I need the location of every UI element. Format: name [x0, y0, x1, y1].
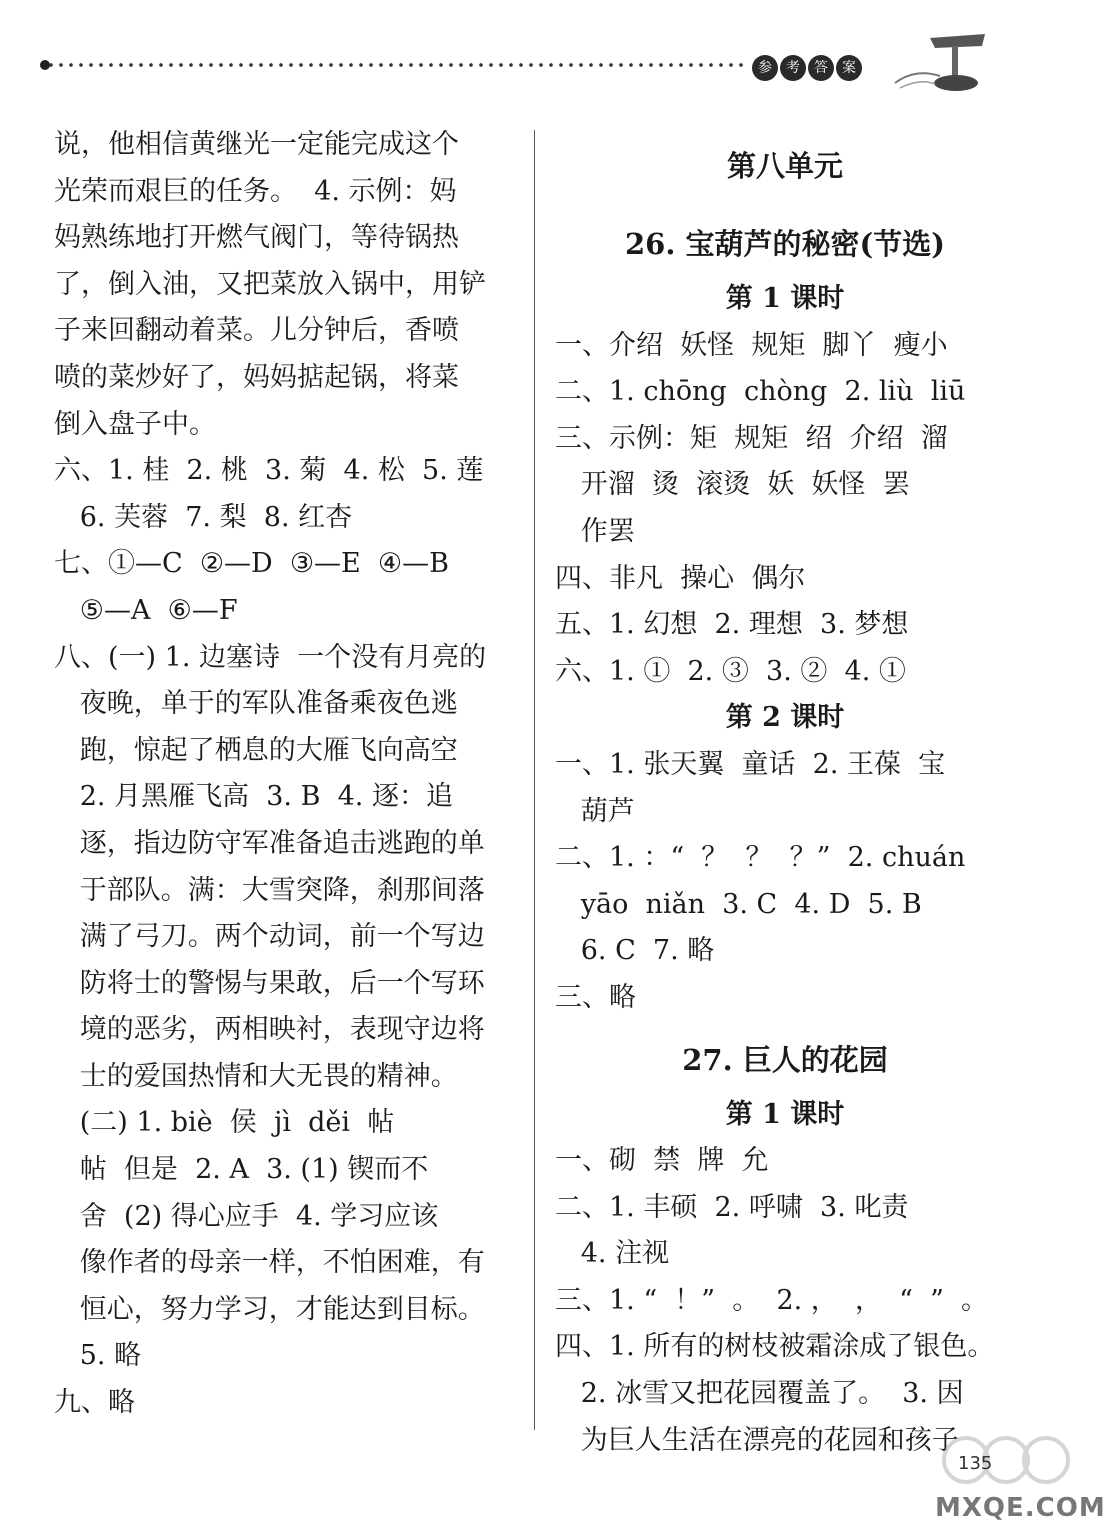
lesson-26-period-1: 第 1 课时: [725, 283, 845, 314]
right-column: [555, 122, 1015, 1464]
desk-lamp-icon: [890, 28, 1000, 98]
l27p1-line: 四、1. 所有的树枝被霜涂成了银色。: [555, 1331, 995, 1363]
badge-3: 答: [808, 55, 834, 81]
l26p2-line: 三、略: [555, 981, 636, 1013]
lesson-26-period-1-answers: [555, 323, 1015, 696]
left-line: 跑，惊起了栖息的大雁飞向高空: [54, 734, 458, 766]
l27p1-line: 一、砌 禁 牌 允: [555, 1145, 769, 1177]
left-line: 恒心，努力学习，才能达到目标。: [54, 1293, 485, 1325]
l27p1-line: 2. 冰雪又把花园覆盖了。 3. 因: [555, 1378, 964, 1410]
left-line: 士的爱国热情和大无畏的精神。: [54, 1060, 458, 1092]
left-line: 八、(一) 1. 边塞诗 一个没有月亮的: [54, 641, 487, 673]
page-number: 135: [958, 1453, 993, 1474]
l26p1-line: 二、1. chōng chòng 2. liù liū: [555, 376, 966, 408]
l26p2-line: 二、1. ：“ ？ ？ ？” 2. chuán: [555, 842, 966, 874]
left-line: 2. 月黑雁飞高 3. B 4. 逐：追: [54, 781, 453, 813]
l26p2-line: yāo niǎn 3. C 4. D 5. B: [555, 888, 922, 920]
badge-4: 案: [836, 55, 862, 81]
left-line: 光荣而艰巨的任务。 4. 示例：妈: [54, 175, 457, 207]
left-line: 夜晚，单于的军队准备乘夜色逃: [54, 688, 458, 720]
left-line: 九、略: [54, 1387, 135, 1419]
left-line: 七、①—C ②—D ③—E ④—B: [54, 548, 449, 580]
left-line: 了，倒入油，又把菜放入锅中，用铲: [54, 268, 486, 300]
l27p1-line: 为巨人生活在漂亮的花园和孩子: [555, 1424, 959, 1456]
left-line: 境的恶劣，两相映衬，表现守边将: [54, 1014, 485, 1046]
left-line: 防将士的警惕与果敢，后一个写环: [54, 967, 485, 999]
left-line: 舍 (2) 得心应手 4. 学习应该: [54, 1200, 439, 1232]
left-line: 满了弓刀。两个动词，前一个写边: [54, 921, 485, 953]
badge-2: 考: [780, 55, 806, 81]
left-line: 逐，指边防守军准备追击逃跑的单: [54, 827, 485, 859]
l26p1-line: 四、非凡 操心 偶尔: [555, 562, 806, 594]
left-line: ⑤—A ⑥—F: [54, 594, 238, 626]
left-line: 于部队。满：大雪突降，刹那间落: [54, 874, 485, 906]
l27p1-line: 二、1. 丰硕 2. 呼啸 3. 叱责: [555, 1191, 909, 1223]
l26p2-line: 一、1. 张天翼 童话 2. 王葆 宝: [555, 748, 946, 780]
l26p1-line: 五、1. 幻想 2. 理想 3. 梦想: [555, 609, 909, 641]
lesson-27-title: 27. 巨人的花园: [682, 1042, 888, 1077]
l26p1-line: 三、示例：矩 规矩 绍 介绍 溜: [555, 422, 948, 454]
left-line: 5. 略: [54, 1340, 142, 1372]
l26p1-line: 六、1. ① 2. ③ 3. ② 4. ①: [555, 655, 906, 687]
l26p1-line: 一、介绍 妖怪 规矩 脚丫 瘦小: [555, 329, 948, 361]
l27p1-line: 4. 注视: [555, 1238, 670, 1270]
lesson-26-period-2-answers: [555, 742, 1015, 1022]
left-line: (二) 1. biè 侯 jì děi 帖: [54, 1107, 395, 1139]
watermark-text: MXQE.COM: [935, 1493, 1106, 1523]
left-line: 喷的菜炒好了，妈妈掂起锅，将菜: [54, 361, 459, 393]
left-line: 像作者的母亲一样，不怕困难，有: [54, 1247, 485, 1279]
l27p1-line: 三、1. “ ！” 。 2. ， ， “ ” 。: [555, 1284, 989, 1316]
left-line: 六、1. 桂 2. 桃 3. 菊 4. 松 5. 莲: [54, 455, 484, 487]
column-divider: [534, 130, 535, 1430]
left-line: 帖 但是 2. A 3. (1) 锲而不: [54, 1154, 429, 1186]
lesson-27-period-1-answers: [555, 1138, 1015, 1464]
l26p2-line: 葫芦: [555, 795, 635, 827]
lesson-27-period-1: 第 1 课时: [725, 1098, 845, 1130]
unit-title: 第八单元: [726, 149, 843, 183]
l26p2-line: 6. C 7. 略: [555, 935, 715, 967]
left-line: 6. 芙蓉 7. 梨 8. 红杏: [54, 501, 353, 533]
l26p1-line: 开溜 烫 滚烫 妖 妖怪 罢: [555, 469, 910, 501]
lesson-26-period-2: 第 2 课时: [725, 702, 845, 734]
left-line: 倒入盘子中。: [54, 408, 216, 440]
lesson-26-title: 26. 宝葫芦的秘密(节选): [625, 227, 945, 261]
header-badges: [752, 55, 862, 81]
left-line: 说，他相信黄继光一定能完成这个: [54, 129, 459, 160]
left-line: 妈熟练地打开燃气阀门，等待锅热: [54, 222, 459, 254]
badge-1: 参: [752, 55, 778, 81]
left-line: 子来回翻动着菜。儿分钟后，香喷: [54, 315, 459, 347]
header-dotted-rule: [46, 62, 746, 68]
l26p1-line: 作罢: [555, 515, 635, 547]
left-column: [54, 122, 514, 1427]
